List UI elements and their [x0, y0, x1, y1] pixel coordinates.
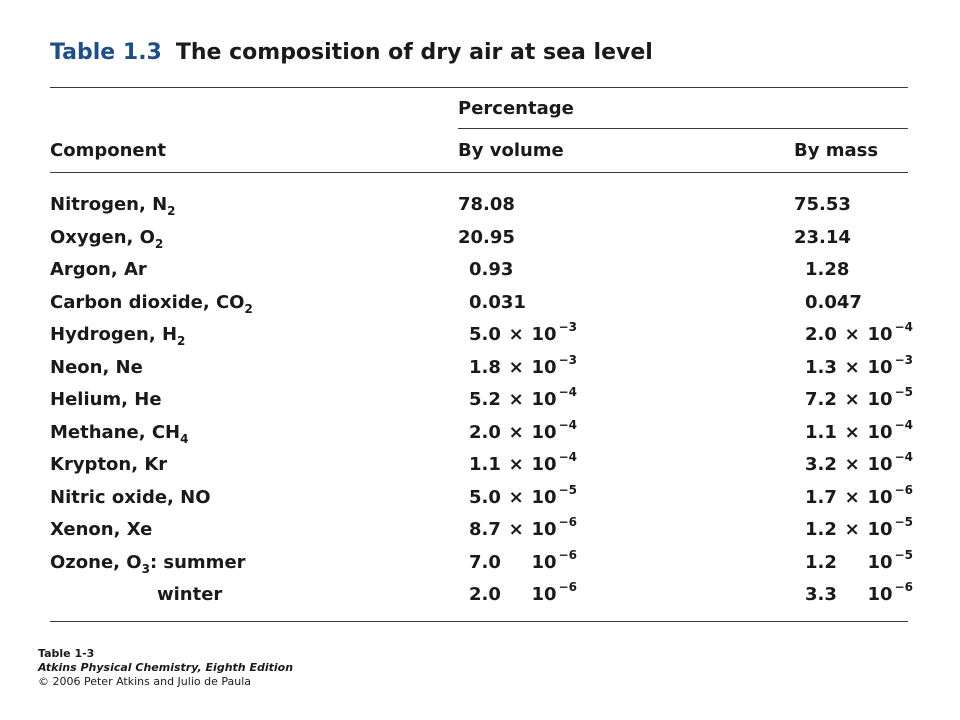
volume-mantissa: 5.2 — [469, 389, 501, 410]
mass-mantissa: 0.047 — [805, 291, 862, 313]
mass-exponent: −4 — [894, 450, 913, 464]
volume-mantissa: 20.95 — [458, 226, 515, 248]
mass-exponent: −5 — [894, 515, 913, 529]
table-row — [0, 580, 960, 615]
mass-mantissa: 1.2 — [805, 551, 837, 573]
volume-base: 10 — [531, 519, 557, 540]
mass-exponent: −4 — [894, 417, 913, 432]
volume-exponent: −4 — [558, 385, 577, 399]
mass-base: 10 — [867, 584, 893, 605]
component-label: Oxygen, O — [50, 226, 155, 248]
volume-value — [458, 580, 577, 607]
header-percentage: Percentage — [458, 98, 574, 119]
volume-value — [458, 258, 513, 282]
volume-mantissa: 7.0 — [469, 551, 501, 573]
mass-mantissa: 75.53 — [794, 194, 851, 215]
mass-mantissa: 3.3 — [805, 584, 837, 605]
component-name — [157, 583, 222, 607]
volume-value — [458, 352, 577, 380]
volume-value — [458, 547, 577, 575]
volume-mantissa: 1.8 — [469, 356, 501, 378]
header-component: Component — [50, 140, 167, 161]
mass-exponent: −5 — [894, 385, 913, 399]
mass-times-sign: × — [844, 519, 860, 540]
table-row — [0, 352, 960, 388]
component-subscript: 2 — [244, 301, 253, 316]
volume-exponent: −3 — [558, 320, 577, 334]
volume-mantissa: 78.08 — [458, 194, 515, 215]
mass-base: 10 — [867, 551, 893, 573]
volume-mantissa: 2.0 — [469, 584, 501, 605]
mass-value — [794, 417, 913, 445]
mass-value — [794, 482, 913, 510]
volume-value — [458, 482, 577, 510]
mass-mantissa: 1.7 — [805, 486, 837, 508]
component-name — [50, 453, 167, 477]
volume-times-sign: × — [508, 454, 524, 475]
component-label: Neon, Ne — [50, 356, 143, 378]
component-name — [50, 551, 246, 575]
mass-mantissa: 1.28 — [805, 259, 850, 280]
component-label: Xenon, Xe — [50, 519, 153, 540]
component-label: Helium, He — [50, 389, 162, 410]
component-name — [50, 226, 163, 250]
table-row — [0, 417, 960, 453]
volume-base: 10 — [531, 486, 557, 508]
volume-base: 10 — [531, 454, 557, 475]
volume-exponent: −5 — [558, 482, 577, 497]
table-row — [0, 258, 960, 290]
volume-times-sign: × — [508, 389, 524, 410]
mass-times-sign: × — [844, 421, 860, 443]
component-label: Nitrogen, N — [50, 194, 168, 215]
mass-value — [794, 547, 913, 575]
component-name — [50, 193, 176, 217]
bottom-rule — [50, 621, 908, 622]
table-row — [0, 291, 960, 323]
volume-base: 10 — [531, 551, 557, 573]
volume-base: 10 — [531, 389, 557, 410]
table-row — [0, 547, 960, 583]
mass-value — [794, 320, 913, 347]
component-name — [50, 518, 152, 542]
volume-value — [458, 226, 515, 250]
volume-mantissa: 5.0 — [469, 324, 501, 345]
mass-value — [794, 226, 851, 250]
volume-mantissa: 5.0 — [469, 486, 501, 508]
volume-value — [458, 515, 577, 542]
component-label: winter — [157, 584, 223, 605]
component-label: Ozone, O — [50, 551, 142, 573]
volume-mantissa: 0.031 — [469, 291, 526, 313]
table-row — [0, 482, 960, 518]
volume-times-sign: × — [508, 421, 524, 443]
mass-mantissa: 2.0 — [805, 324, 837, 345]
component-subscript: 3 — [141, 561, 150, 576]
mass-value — [794, 352, 913, 380]
mass-mantissa: 3.2 — [805, 454, 837, 475]
footer-label: Table 1-3 — [38, 647, 95, 660]
volume-exponent: −6 — [558, 515, 577, 529]
component-name — [50, 323, 185, 347]
component-name — [50, 421, 188, 445]
mass-mantissa: 1.2 — [805, 519, 837, 540]
volume-times-sign: × — [508, 356, 524, 378]
component-label: Krypton, Kr — [50, 454, 168, 475]
volume-exponent: −3 — [558, 352, 577, 367]
mass-value — [794, 193, 851, 217]
volume-mantissa: 0.93 — [469, 259, 514, 280]
volume-base: 10 — [531, 356, 557, 378]
volume-times-sign: × — [508, 519, 524, 540]
component-label: Hydrogen, H — [50, 324, 178, 345]
mass-value — [794, 258, 849, 282]
volume-value — [458, 385, 577, 412]
volume-mantissa: 8.7 — [469, 519, 501, 540]
volume-base: 10 — [531, 421, 557, 443]
volume-base: 10 — [531, 324, 557, 345]
volume-value — [458, 291, 526, 315]
percentage-rule — [458, 128, 908, 129]
component-subscript: 2 — [177, 334, 186, 348]
footer-copyright: © 2006 Peter Atkins and Julio de Paula — [38, 675, 252, 688]
mass-base: 10 — [867, 356, 893, 378]
component-subscript: 4 — [180, 431, 189, 446]
component-name — [50, 291, 253, 315]
header-by-volume: By volume — [458, 140, 564, 161]
mass-value — [794, 450, 913, 477]
volume-value — [458, 320, 577, 347]
mass-base: 10 — [867, 454, 893, 475]
mass-value — [794, 580, 913, 607]
component-name — [50, 258, 147, 282]
component-label: Argon, Ar — [50, 259, 147, 280]
component-label: Carbon dioxide, CO — [50, 291, 245, 313]
component-name — [50, 388, 162, 412]
mass-value — [794, 385, 913, 412]
mass-base: 10 — [867, 519, 893, 540]
mass-mantissa: 7.2 — [805, 389, 837, 410]
volume-exponent: −6 — [558, 580, 577, 594]
component-name — [50, 356, 143, 380]
table-caption: The composition of dry air at sea level — [175, 40, 653, 65]
mass-times-sign: × — [844, 389, 860, 410]
volume-exponent: −4 — [558, 417, 577, 432]
volume-exponent: −4 — [558, 450, 577, 464]
volume-mantissa: 1.1 — [469, 454, 501, 475]
table-number: Table 1.3 — [50, 40, 162, 65]
mass-times-sign: × — [844, 324, 860, 345]
mass-base: 10 — [867, 389, 893, 410]
volume-base: 10 — [531, 584, 557, 605]
component-suffix: : summer — [149, 551, 246, 573]
mass-base: 10 — [867, 421, 893, 443]
mass-value — [794, 515, 913, 542]
volume-times-sign: × — [508, 486, 524, 508]
component-label: Methane, CH — [50, 421, 181, 443]
mass-mantissa: 1.1 — [805, 421, 837, 443]
mass-exponent: −3 — [894, 352, 913, 367]
header-rule — [50, 172, 908, 173]
footer — [38, 647, 293, 689]
component-name — [50, 486, 211, 510]
mass-times-sign: × — [844, 356, 860, 378]
mass-exponent: −6 — [894, 580, 913, 594]
footer-book: Atkins Physical Chemistry, Eighth Edition — [38, 661, 294, 674]
mass-base: 10 — [867, 324, 893, 345]
table-row — [0, 385, 960, 420]
mass-times-sign: × — [844, 486, 860, 508]
volume-exponent: −6 — [558, 547, 577, 562]
mass-mantissa: 23.14 — [794, 226, 851, 248]
volume-value — [458, 193, 515, 217]
mass-value — [794, 291, 862, 315]
table-row — [0, 226, 960, 258]
header-by-mass: By mass — [794, 140, 879, 161]
mass-exponent: −6 — [894, 482, 913, 497]
component-subscript: 2 — [154, 236, 164, 251]
volume-value — [458, 417, 577, 445]
volume-mantissa: 2.0 — [469, 421, 501, 443]
volume-times-sign: × — [508, 324, 524, 345]
table-title — [50, 40, 653, 65]
mass-mantissa: 1.3 — [805, 356, 837, 378]
mass-exponent: −5 — [894, 547, 913, 562]
table-row — [0, 515, 960, 550]
top-rule — [50, 87, 908, 88]
table-row — [0, 193, 960, 225]
table-row — [0, 320, 960, 355]
component-subscript: 2 — [167, 204, 176, 218]
component-label: Nitric oxide, NO — [50, 486, 211, 508]
volume-value — [458, 450, 577, 477]
mass-base: 10 — [867, 486, 893, 508]
mass-times-sign: × — [844, 454, 860, 475]
table-row — [0, 450, 960, 485]
mass-exponent: −4 — [894, 320, 913, 334]
